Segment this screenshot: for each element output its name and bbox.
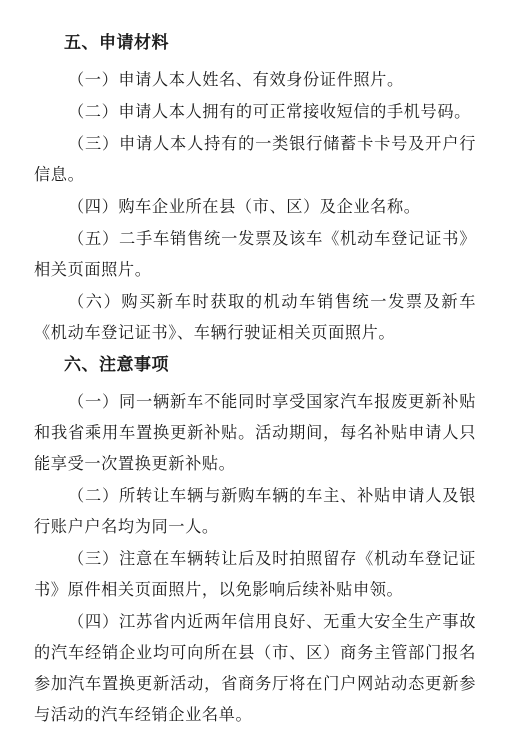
section-5-item-1: （一）申请人本人姓名、有效身份证件照片。 (68, 70, 404, 89)
section-6-item-4: （四）江苏省内近两年信用良好、无重大安全生产事故的汽车经销企业均可向所在县（市、区）商务主管部门报名参加汽车置换更新活动，省商务厅将在门户网站动态更新参与活动的汽车经销企业名单。 (34, 612, 476, 724)
section-5-item-6: （六）购买新车时获取的机动车销售统一发票及新车《机动车登记证书》、车辆行驶证相关页面照片。 (34, 292, 476, 342)
section-6-item-1: （一）同一辆新车不能同时享受国家汽车报废更新补贴和我省乘用车置换更新补贴。活动期间，每名补贴申请人只能享受一次置换更新补贴。 (34, 392, 476, 473)
section-6-heading: 六、注意事项 (64, 355, 169, 375)
section-6-item-2: （二）所转让车辆与新购车辆的车主、补贴申请人及银行账户户名均为同一人。 (34, 486, 476, 536)
section-5-item-3: （三）申请人本人持有的一类银行储蓄卡卡号及开户行信息。 (34, 134, 476, 184)
section-5-item-2: （二）申请人本人拥有的可正常接收短信的手机号码。 (68, 102, 471, 121)
section-5-item-4: （四）购车企业所在县（市、区）及企业名称。 (68, 197, 421, 216)
section-5-item-5: （五）二手车销售统一发票及该车《机动车登记证书》相关页面照片。 (34, 229, 476, 279)
section-5-heading: 五、申请材料 (64, 33, 169, 53)
section-6-item-3: （三）注意在车辆转让后及时拍照留存《机动车登记证书》原件相关页面照片，以免影响后续补贴申领。 (34, 549, 476, 599)
